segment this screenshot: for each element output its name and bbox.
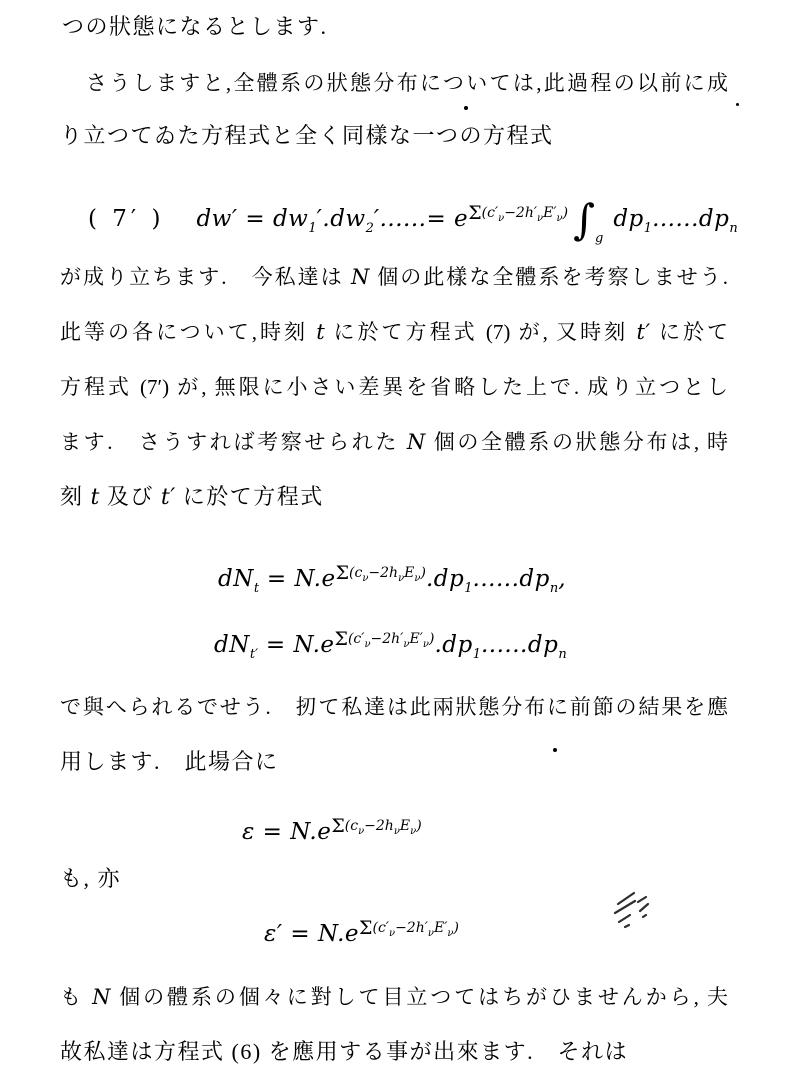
equation-dNt-prime: $dN_{t'} = N.e^{\Sigma(c'\nu-2h'\nu E'\nu)}.dp_1......dp_n$ (214, 628, 567, 662)
equation-epsilon: $\varepsilon = N.e^{\Sigma(c\nu-2h\nu E\nu)}$ (242, 815, 422, 845)
handwritten-pencil-scribble (610, 886, 654, 930)
text-line-3: り立つてゐた方程式と全く同樣な一つの方程式 (60, 123, 554, 148)
text-line-5: が成り立ちます. 今私達は N 個の此樣な全體系を考察しませう. (60, 265, 729, 289)
scan-speck (464, 106, 468, 110)
text-line-18: 故私達は方程式 (6) を應用する事が出來ます. それは (60, 1039, 629, 1064)
text-line-17: も N 個の體系の個々に對して目立つてはちがひませんから, 夫 (60, 985, 729, 1009)
text-line-15: も, 亦 (60, 866, 122, 891)
text-line-7: 方程式 (7′) が, 無限に小さい差異を省略した上で. 成り立つとし (60, 375, 728, 399)
text-line-6: 此等の各について,時刻 t に於て方程式 (7) が, 又時刻 t′ に於て (60, 320, 728, 344)
text-line-13: 用します. 此場合に (60, 749, 279, 774)
scan-speck (736, 103, 739, 106)
scan-speck (553, 748, 557, 752)
text-line-2: さうしますと,全體系の狀態分布については,此過程の以前に成 (86, 71, 728, 95)
equation-epsilon-prime: $\varepsilon' = N.e^{\Sigma(c'\nu-2h'\nu E'\nu)}$ (264, 917, 459, 947)
text-line-1: つの狀態になるとします. (62, 14, 328, 39)
text-line-9: 刻 t 及び t′ に於て方程式 (60, 484, 324, 510)
text-line-12: で與へられるでせう. 扨て私達は此兩狀態分布に前節の結果を應 (60, 695, 728, 719)
equation-7-prime: ( 7′ ) $dw' = dw_1'.dw_2'......= e^{\Sigma(c'\nu-2h'\nu E'\nu)}$ $\int_gdp_1......dp_n$ (88, 195, 738, 246)
equation-dNt: $dN_t = N.e^{\Sigma(c\nu-2h\nu E\nu)}.dp_1......dp_n$, (218, 562, 567, 596)
text-line-8: ます. さうすれば考察せられた N 個の全體系の狀態分布は, 時 (60, 430, 729, 454)
